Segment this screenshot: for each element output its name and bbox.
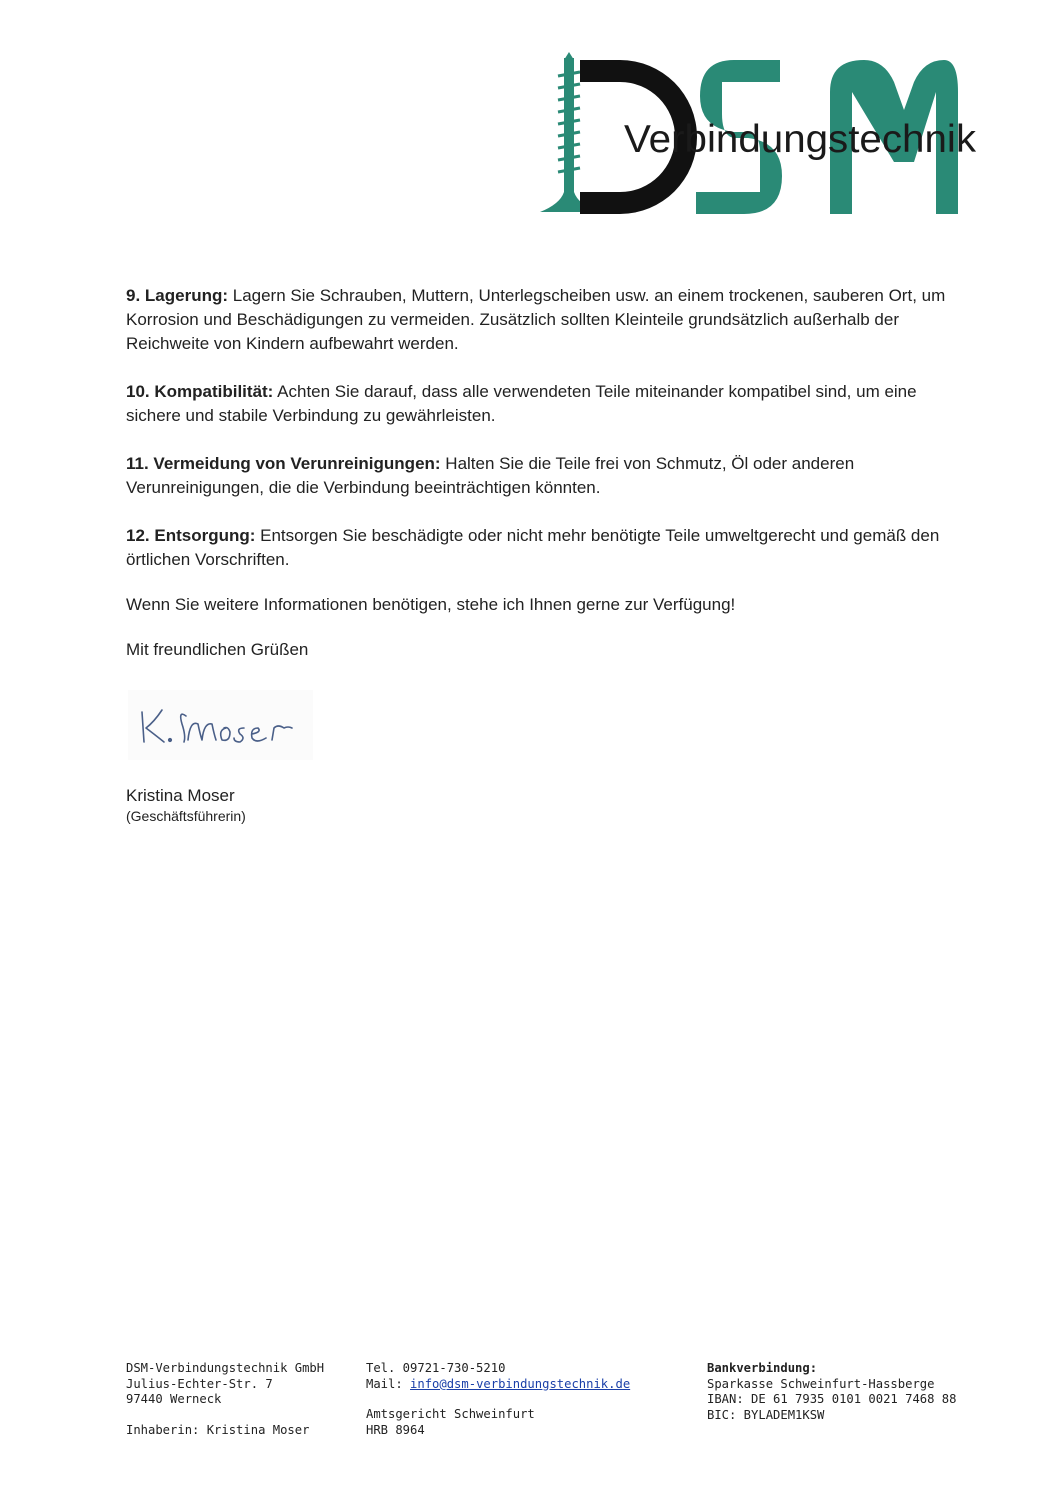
footer-hrb: HRB 8964: [366, 1422, 425, 1437]
footer-iban: IBAN: DE 61 7935 0101 0021 7468 88: [707, 1392, 957, 1406]
section-text: Halten Sie die Teile frei von Schmutz, Öl oder anderen Verunreinigungen, die die Verbindung beeinträchtigen könnten.: [126, 454, 855, 497]
section-title: 12. Entsorgung:: [126, 526, 256, 545]
section-kompatibilitaet: [126, 380, 956, 428]
footer-court: Amtsgericht Schweinfurt: [366, 1407, 535, 1421]
footer-owner: Inhaberin: Kristina Moser: [126, 1422, 310, 1437]
signer-role: (Geschäftsführerin): [126, 808, 246, 824]
footer-mail-label: Mail:: [366, 1376, 403, 1391]
company-logo: [538, 52, 988, 222]
footer-street: Julius-Echter-Str. 7: [126, 1376, 273, 1391]
footer-city: 97440 Werneck: [126, 1392, 222, 1406]
footer-contact: [366, 1361, 630, 1438]
footer-company-name: DSM-Verbindungstechnik GmbH: [126, 1361, 325, 1375]
signature: [128, 690, 313, 760]
footer-company: [126, 1361, 324, 1438]
email-link[interactable]: info@dsm-verbindungstechnik.de: [410, 1376, 631, 1391]
section-verunreinigungen: [126, 452, 956, 500]
footer-mail-row: [366, 1377, 630, 1393]
section-text: Lagern Sie Schrauben, Muttern, Unterlegscheiben usw. an einem trockenen, sauberen Ort, um Korrosion und Beschädigungen zu vermeiden. Zusätzlich sollten Kleinteile grundsätzlich außerhalb der Reichweite von Kindern aufbewahrt werden.: [126, 286, 946, 353]
signer-name: Kristina Moser: [126, 786, 235, 805]
footer-bank: [707, 1361, 956, 1423]
signer-block: [126, 785, 246, 825]
section-text: Entsorgen Sie beschädigte oder nicht mehr benötigte Teile umweltgerecht und gemäß den örtlichen Vorschriften.: [126, 526, 940, 569]
section-title: 10. Kompatibilität:: [126, 382, 274, 401]
greeting: Mit freundlichen Grüßen: [126, 640, 309, 659]
footer-bank-name: Sparkasse Schweinfurt-Hassberge: [707, 1376, 935, 1391]
section-title: 9. Lagerung:: [126, 286, 229, 305]
section-entsorgung: [126, 524, 956, 572]
section-lagerung: [126, 284, 956, 356]
logo-tagline: Verbindungstechnik: [624, 118, 977, 161]
footer-bic: BIC: BYLADEM1KSW: [707, 1407, 825, 1422]
footer-bank-title: Bankverbindung:: [707, 1361, 818, 1375]
section-title: 11. Vermeidung von Verunreinigungen:: [126, 454, 441, 473]
letter-body: [126, 284, 956, 683]
footer-tel: Tel. 09721-730-5210: [366, 1361, 506, 1375]
closing-sentence: Wenn Sie weitere Informationen benötigen, stehe ich Ihnen gerne zur Verfügung!: [126, 595, 736, 614]
section-text: Achten Sie darauf, dass alle verwendeten Teile miteinander kompatibel sind, um eine sichere und stabile Verbindung zu gewährleisten.: [126, 382, 917, 425]
